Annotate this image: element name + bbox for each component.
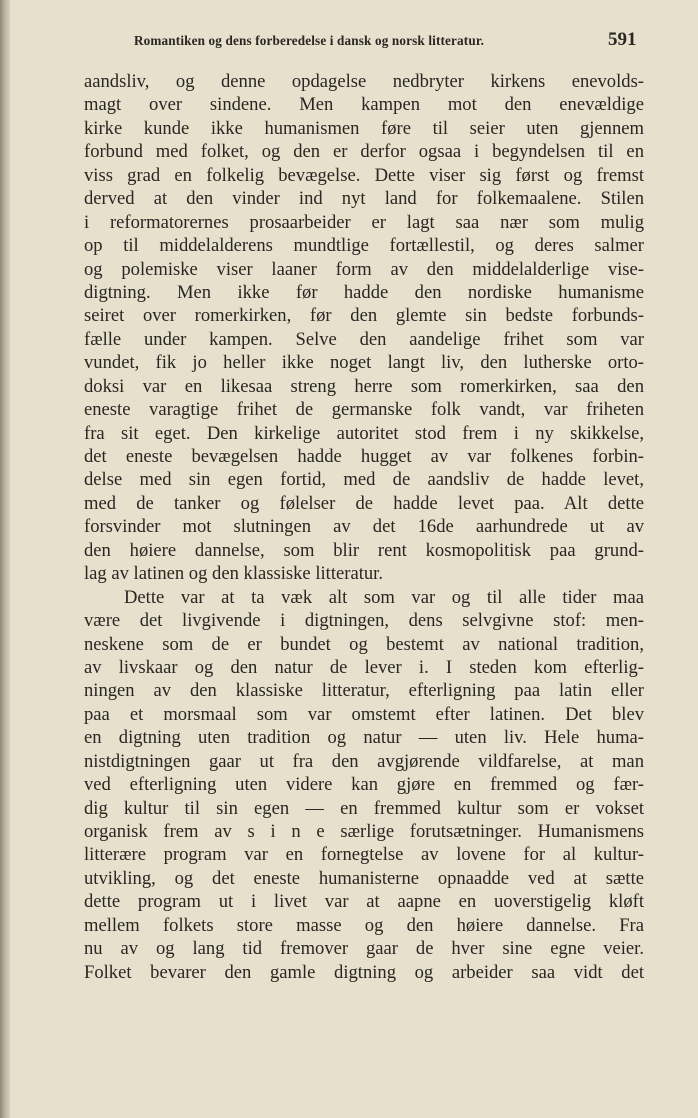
text-line: eneste varagtige frihet de germanske folk vandt, var friheten <box>84 399 644 421</box>
paragraph-first-line: Dette var at ta væk alt som var og til alle tider maa <box>124 586 644 608</box>
book-page <box>10 0 698 1118</box>
text-line: utvikling, og det eneste humanisterne opnaadde ved at sætte <box>84 867 644 889</box>
text-line: vundet, fik jo heller ikke noget langt liv, den lutherske orto- <box>84 352 644 374</box>
text-line: fra sit eget. Den kirkelige autoritet stod frem i ny skikkelse, <box>84 422 644 444</box>
text-line: kirke kunde ikke humanismen føre til seier uten gjennem <box>84 117 644 139</box>
text-line: viss grad en folkelig bevægelse. Dette viser sig først og fremst <box>84 164 644 186</box>
text-line: det eneste bevægelsen hadde hugget av var folkenes forbin- <box>84 446 644 467</box>
text-line: den høiere dannelse, som blir rent kosmopolitisk paa grund- <box>84 539 644 561</box>
text-line: med de tanker og følelser de hadde levet paa. Alt dette <box>84 492 644 514</box>
text-line: digtning. Men ikke før hadde den nordiske humanisme <box>84 281 644 303</box>
text-line: aandsliv, og denne opdagelse nedbryter kirkens enevolds- <box>84 71 644 92</box>
text-line: Folket bevarer den gamle digtning og arbeider saa vidt det <box>84 961 644 983</box>
text-line: ved efterligning uten videre kan gjøre en fremmed og fær- <box>84 774 644 796</box>
body-text <box>84 70 644 984</box>
text-line: nistdigtningen gaar ut fra den avgjørende vildfarelse, at man <box>84 750 644 772</box>
text-line: og polemiske viser laaner form av den middelalderlige vise- <box>84 258 644 280</box>
text-line: en digtning uten tradition og natur — uten liv. Hele huma- <box>84 727 644 749</box>
text-line: litterære program var en fornegtelse av lovene for al kultur- <box>84 844 644 866</box>
text-line: derved at den vinder ind nyt land for folkemaalene. Stilen <box>84 188 644 210</box>
text-line: organisk frem av s i n e særlige forutsætninger. Humanismens <box>84 821 644 842</box>
text-line: paa et morsmaal som var omstemt efter latinen. Det blev <box>84 703 644 725</box>
text-line: neskene som de er bundet og bestemt av national tradition, <box>84 633 644 655</box>
text-line: forsvinder mot slutningen av det 16de aarhundrede ut av <box>84 516 644 538</box>
book-spine-shadow <box>0 0 10 1118</box>
text-line: være det livgivende i digtningen, dens selvgivne stof: men- <box>84 610 644 632</box>
running-head: Romantiken og dens forberedelse i dansk og norsk litteratur. <box>134 33 485 48</box>
text-line: av livskaar og den natur de lever i. I steden kom efterlig- <box>84 656 644 678</box>
text-line: dette program ut i livet var at aapne en uoverstigelig kløft <box>84 891 644 913</box>
text-line: mellem folkets store masse og den høiere dannelse. Fra <box>84 914 644 936</box>
text-line: delse med sin egen fortid, med de aandsliv de hadde levet, <box>84 469 644 491</box>
page-number: 591 <box>608 29 637 50</box>
text-line: doksi var en likesaa streng herre som romerkirken, saa den <box>84 375 644 397</box>
text-line: ningen av den klassiske litteratur, efterligning paa latin eller <box>84 680 644 702</box>
text-line: magt over sindene. Men kampen mot den enevældige <box>84 94 644 116</box>
text-line: nu av og lang tid fremover gaar de hver sine egne veier. <box>84 938 644 960</box>
text-line: i reformatorernes prosaarbeider er lagt saa nær som mulig <box>84 211 644 233</box>
text-line: dig kultur til sin egen — en fremmed kultur som er vokset <box>84 797 644 819</box>
text-line: forbund med folket, og den er derfor ogsaa i begyndelsen til en <box>84 141 644 163</box>
paragraph-last-line: lag av latinen og den klassiske litteratur. <box>84 563 383 585</box>
text-line: op til middelalderens mundtlige fortællestil, og deres salmer <box>84 235 644 257</box>
text-line: fælle under kampen. Selve den aandelige frihet som var <box>84 328 644 350</box>
text-line: seiret over romerkirken, før den glemte sin bedste forbunds- <box>84 305 644 327</box>
